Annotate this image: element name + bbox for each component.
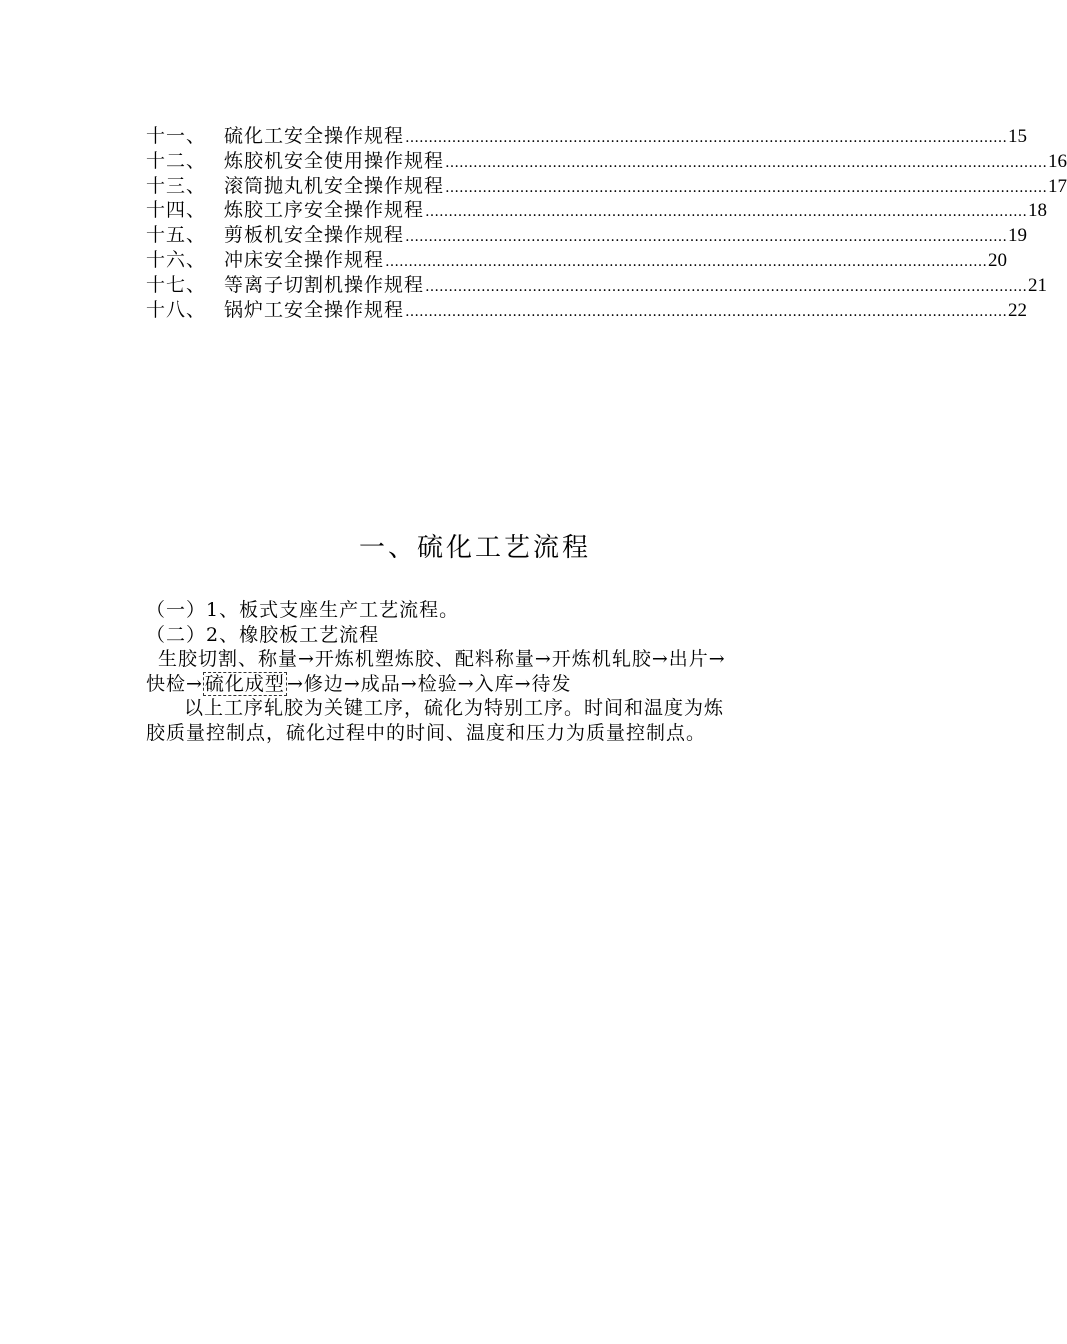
toc-entry-number: 十六、 [146, 248, 207, 271]
toc-entry-page: 21 [1028, 274, 1048, 296]
toc-entry-title: 冲床安全操作规程 [224, 248, 385, 271]
toc-entry-number: 十七、 [146, 273, 207, 296]
process-flow-suffix: →修边→成品→检验→入库→待发 [286, 672, 572, 695]
toc-entry[interactable] [146, 248, 1008, 273]
toc-leader-dots: ………………………………………………………………………………………………………………… [405, 303, 1008, 320]
toc-entry[interactable] [146, 174, 1067, 199]
toc-leader-dots: ………………………………………………………………………………………………………………… [445, 179, 1048, 196]
section-heading: 一、硫化工艺流程 [358, 533, 591, 563]
toc-entry-number: 十四、 [146, 199, 207, 222]
toc-leader-dots: ………………………………………………………………………………………………………………… [445, 154, 1048, 171]
toc-entry[interactable] [146, 124, 1028, 149]
process-flow-line [146, 672, 808, 697]
subsection-item: （二）2、橡胶板工艺流程 [146, 623, 380, 646]
paragraph-line: 以上工序轧胶为关键工序，硫化为特别工序。时间和温度为炼 [184, 697, 725, 719]
toc-entry[interactable] [146, 198, 1048, 223]
process-flow-line: 生胶切割、称量→开炼机塑炼胶、配料称量→开炼机轧胶→出片→ [158, 648, 726, 670]
toc-entry-title: 炼胶工序安全操作规程 [224, 199, 425, 222]
process-flow-boxed-step: 硫化成型 [204, 672, 285, 695]
toc-entry-page: 22 [1008, 299, 1028, 321]
toc-entry-title: 滚筒抛丸机安全操作规程 [224, 174, 445, 197]
toc-entry[interactable] [146, 223, 1028, 248]
toc-leader-dots: ………………………………………………………………………………………………………………… [425, 204, 1028, 221]
toc-entry-page: 19 [1008, 225, 1028, 247]
toc-leader-dots: ………………………………………………………………………………………………………………… [405, 229, 1008, 246]
toc-entry-title: 剪板机安全操作规程 [224, 224, 405, 247]
toc-entry-page: 17 [1048, 175, 1067, 197]
toc-entry-number: 十三、 [146, 174, 207, 197]
subsection-item: （一）1、板式支座生产工艺流程。 [146, 599, 460, 621]
toc-entry-title: 锅炉工安全操作规程 [224, 298, 405, 321]
toc-entry-page: 18 [1028, 200, 1048, 222]
toc-entry-number: 十八、 [146, 298, 207, 321]
process-flow-prefix: 快检→ [146, 672, 203, 695]
paragraph-line: 胶质量控制点，硫化过程中的时间、温度和压力为质量控制点。 [146, 721, 707, 744]
toc-leader-dots: ………………………………………………………………………………………………………………… [425, 278, 1028, 295]
toc-entry-title: 炼胶机安全使用操作规程 [224, 149, 445, 172]
toc-entry-title: 等离子切割机操作规程 [224, 273, 425, 296]
toc-entry[interactable] [146, 298, 1028, 323]
section-body [146, 598, 808, 745]
toc-entry-number: 十一、 [146, 125, 207, 147]
toc-entry-number: 十五、 [146, 224, 207, 247]
toc-entry-number: 十二、 [146, 149, 207, 172]
toc-entry[interactable] [146, 273, 1048, 298]
toc-entry-title: 硫化工安全操作规程 [224, 125, 405, 147]
toc-entry-page: 15 [1008, 126, 1028, 147]
table-of-contents [146, 124, 1067, 322]
toc-entry[interactable] [146, 149, 1067, 174]
toc-entry-page: 16 [1048, 150, 1067, 172]
toc-leader-dots: ………………………………………………………………………………………………………………… [385, 253, 988, 270]
toc-entry-page: 20 [988, 249, 1008, 271]
toc-leader-dots: ………………………………………………………………………………………………………………… [405, 130, 1008, 146]
